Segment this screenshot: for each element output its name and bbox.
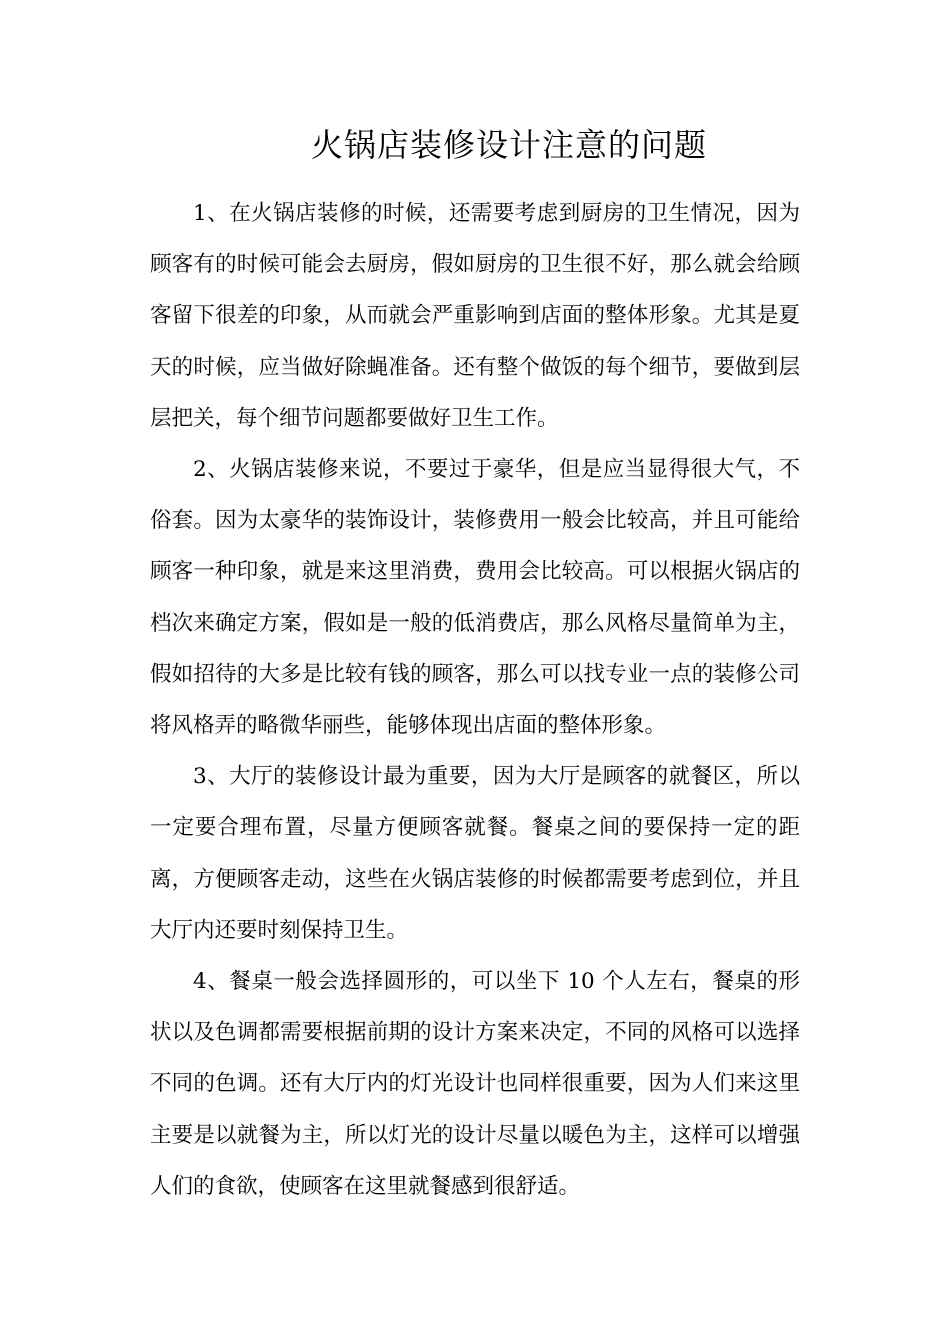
document-title: 火锅店装修设计注意的问题: [310, 126, 707, 164]
paragraph-3: 3、大厅的装修设计最为重要，因为大厅是顾客的就餐区，所以一定要合理布置，尽量方便顾客就餐。餐桌之间的要保持一定的距离，方便顾客走动，这些在火锅店装修的时候都需要考虑到位，并且大厅内还要时刻保持卫生。: [150, 764, 800, 943]
paragraph-4: 4、餐桌一般会选择圆形的，可以坐下 10 个人左右，餐桌的形状以及色调都需要根据前期的设计方案来决定，不同的风格可以选择不同的色调。还有大厅内的灯光设计也同样很重要，因为人们来这里主要是以就餐为主，所以灯光的设计尽量以暖色为主，这样可以增强人们的食欲，使顾客在这里就餐感到很舒适。: [150, 969, 800, 1199]
document-body: [150, 188, 800, 1212]
paragraph-1: 1、在火锅店装修的时候，还需要考虑到厨房的卫生情况，因为顾客有的时候可能会去厨房，假如厨房的卫生很不好，那么就会给顾客留下很差的印象，从而就会严重影响到店面的整体形象。尤其是夏天的时候，应当做好除蝇准备。还有整个做饭的每个细节，要做到层层把关，每个细节问题都要做好卫生工作。: [150, 201, 800, 431]
paragraph-2: 2、火锅店装修来说，不要过于豪华，但是应当显得很大气，不俗套。因为太豪华的装饰设计，装修费用一般会比较高，并且可能给顾客一种印象，就是来这里消费，费用会比较高。可以根据火锅店的档次来确定方案，假如是一般的低消费店，那么风格尽量简单为主，假如招待的大多是比较有钱的顾客，那么可以找专业一点的装修公司将风格弄的略微华丽些，能够体现出店面的整体形象。: [150, 457, 800, 739]
